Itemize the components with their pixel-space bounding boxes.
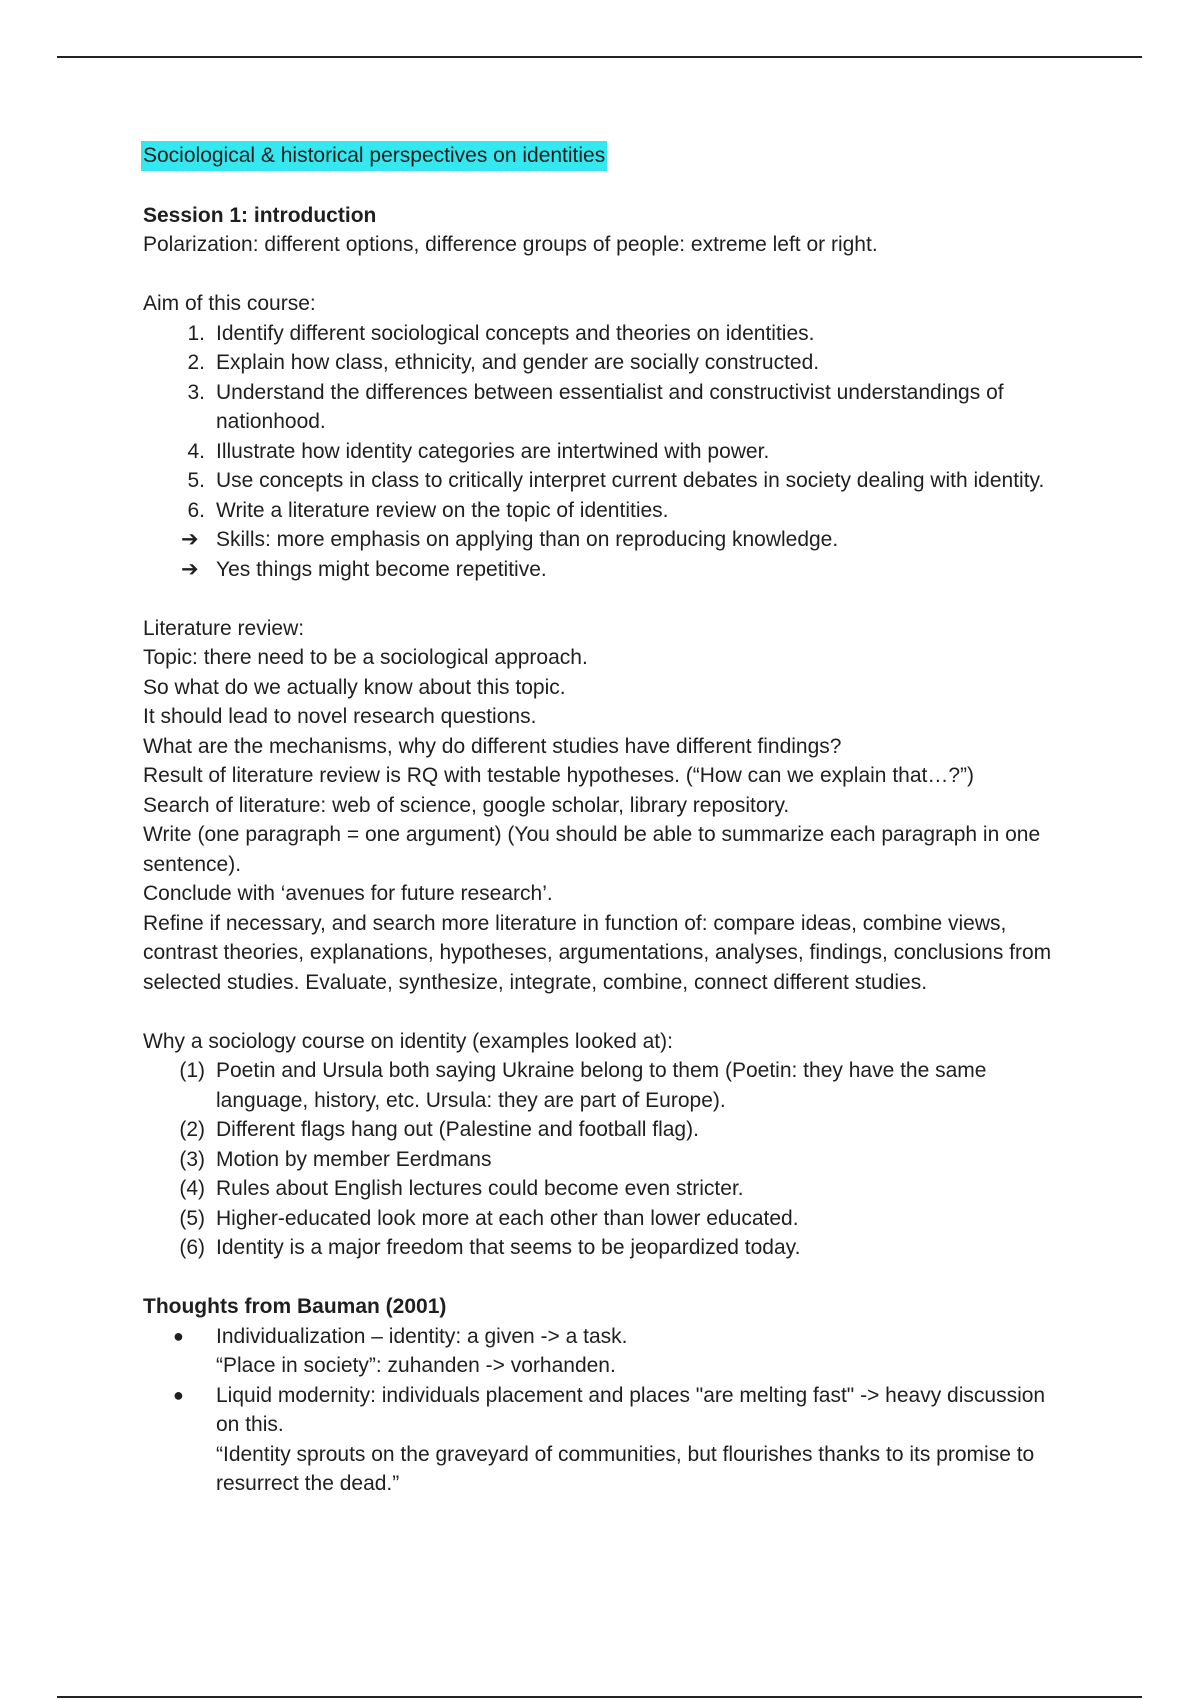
paragraph-line: Result of literature review is RQ with testable hypotheses. (“How can we explain that…?”) bbox=[143, 764, 975, 787]
paragraph-line: Topic: there need to be a sociological approach. bbox=[143, 646, 588, 669]
bauman-heading: Thoughts from Bauman (2001) bbox=[143, 1295, 447, 1318]
session-heading: Session 1: introduction bbox=[143, 203, 377, 227]
list-marker: (5) bbox=[179, 1206, 205, 1230]
list-marker: (3) bbox=[179, 1147, 205, 1171]
arrow-right-icon: ➔ bbox=[181, 528, 199, 551]
paragraph-line: What are the mechanisms, why do different studies have different findings? bbox=[143, 734, 842, 758]
paragraph-line: Write (one paragraph = one argument) (You should be able to summarize each paragraph in one sentence). bbox=[143, 823, 1041, 876]
list-item-text: Understand the differences between essentialist and constructivist understandings of nationhood. bbox=[216, 380, 1004, 433]
list-item-text: Skills: more emphasis on applying than on reproducing knowledge. bbox=[216, 528, 839, 551]
list-item-subtext: “Identity sprouts on the graveyard of communities, but flourishes thanks to its promise to resurrect the dead.” bbox=[216, 1442, 1035, 1495]
list-item bbox=[143, 1056, 1063, 1115]
list-item-text: Yes things might become repetitive. bbox=[216, 557, 547, 581]
list-item bbox=[143, 466, 1063, 496]
list-marker: (6) bbox=[179, 1236, 205, 1259]
list-item-text: Rules about English lectures could become even stricter. bbox=[216, 1177, 744, 1200]
list-item-text: Write a literature review on the topic of identities. bbox=[216, 498, 669, 522]
paragraph-line: Search of literature: web of science, google scholar, library repository. bbox=[143, 793, 790, 817]
list-item-text: Explain how class, ethnicity, and gender are socially constructed. bbox=[216, 351, 820, 374]
paragraph-line: It should lead to novel research questions. bbox=[143, 705, 537, 728]
list-item-subtext: “Place in society”: zuhanden -> vorhanden. bbox=[216, 1354, 616, 1377]
paragraph-line: Refine if necessary, and search more literature in function of: compare ideas, combine views, contrast theories, explanations, hypotheses, argumentations, analyses, findings, conclusions from selected studies. Evaluate, synthesize, integrate, combine, connect different studies. bbox=[143, 911, 1052, 994]
polarization-text: Polarization: different options, difference groups of people: extreme left or right. bbox=[143, 233, 878, 256]
list-marker: 4. bbox=[187, 439, 205, 463]
list-item bbox=[143, 1145, 1063, 1175]
bauman-list bbox=[143, 1322, 1063, 1499]
list-item bbox=[143, 378, 1063, 437]
list-item bbox=[143, 1204, 1063, 1234]
bullet-icon: ● bbox=[173, 1325, 184, 1346]
list-item-text: Identity is a major freedom that seems to be jeopardized today. bbox=[216, 1236, 801, 1259]
list-item bbox=[143, 1322, 1063, 1381]
list-item bbox=[143, 496, 1063, 526]
list-item-text: Higher-educated look more at each other than lower educated. bbox=[216, 1206, 799, 1230]
list-marker: 5. bbox=[187, 469, 205, 492]
list-item-text: Identify different sociological concepts and theories on identities. bbox=[216, 321, 815, 345]
list-item bbox=[143, 555, 1063, 585]
arrow-right-icon: ➔ bbox=[181, 557, 199, 581]
list-marker: (4) bbox=[179, 1177, 205, 1200]
list-item-text: Illustrate how identity categories are intertwined with power. bbox=[216, 439, 770, 463]
list-marker: 6. bbox=[187, 498, 205, 522]
list-item-text: Poetin and Ursula both saying Ukraine belong to them (Poetin: they have the same language, history, etc. Ursula: they are part of Europe). bbox=[216, 1059, 987, 1112]
aims-list bbox=[143, 319, 1063, 585]
why-intro: Why a sociology course on identity (examples looked at): bbox=[143, 1029, 673, 1053]
list-item bbox=[143, 319, 1063, 349]
document-title: Sociological & historical perspectives on identities bbox=[141, 141, 607, 171]
list-item-text: Individualization – identity: a given -> a task. bbox=[216, 1324, 628, 1348]
list-marker: 2. bbox=[187, 351, 205, 374]
why-list bbox=[143, 1056, 1063, 1263]
paragraph-line: Conclude with ‘avenues for future research’. bbox=[143, 882, 553, 905]
paragraph-line: So what do we actually know about this topic. bbox=[143, 675, 566, 699]
list-marker: 1. bbox=[187, 321, 205, 345]
list-item bbox=[143, 1115, 1063, 1145]
list-marker: (1) bbox=[179, 1059, 205, 1082]
document-body bbox=[143, 141, 1063, 1499]
list-item bbox=[143, 437, 1063, 467]
list-item bbox=[143, 348, 1063, 378]
paragraph-line: Literature review: bbox=[143, 616, 305, 640]
list-item bbox=[143, 1233, 1063, 1263]
list-item-text: Motion by member Eerdmans bbox=[216, 1147, 492, 1171]
list-item bbox=[143, 1174, 1063, 1204]
list-marker: 3. bbox=[187, 380, 205, 404]
list-item-text: Use concepts in class to critically interpret current debates in society dealing with identity. bbox=[216, 469, 1045, 492]
footer-rule bbox=[57, 1696, 1142, 1698]
list-item bbox=[143, 1381, 1063, 1499]
aims-intro: Aim of this course: bbox=[143, 292, 316, 315]
bullet-icon: ● bbox=[173, 1384, 184, 1405]
list-marker: (2) bbox=[179, 1118, 205, 1141]
list-item bbox=[143, 525, 1063, 555]
list-item-text: Liquid modernity: individuals placement and places "are melting fast" -> heavy discussion on this. bbox=[216, 1383, 1046, 1436]
list-item-text: Different flags hang out (Palestine and football flag). bbox=[216, 1118, 699, 1141]
header-rule bbox=[57, 56, 1142, 58]
